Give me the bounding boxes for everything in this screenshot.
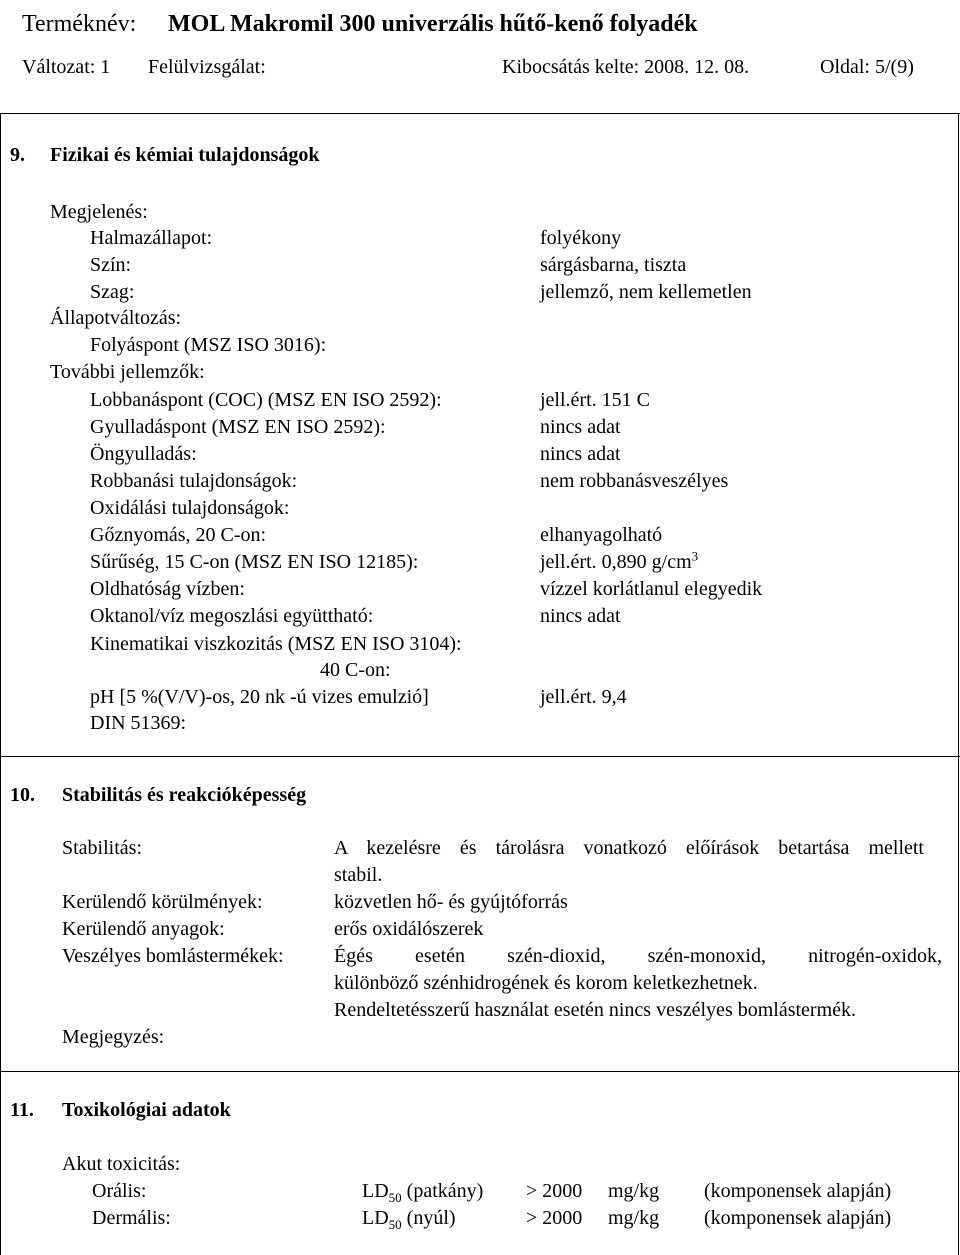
- value-stability-line2: stabil.: [334, 864, 383, 886]
- tox-ld-dermal-sub: 50: [388, 1217, 402, 1232]
- value-state: folyékony: [540, 227, 622, 249]
- tox-note-dermal: (komponensek alapján): [704, 1207, 892, 1229]
- divider-header: [0, 113, 960, 114]
- label-state-change: Állapotváltozás:: [50, 307, 182, 329]
- label-color: Szín:: [90, 254, 132, 276]
- value-ph: jell.ért. 9,4: [540, 686, 627, 708]
- label-odor: Szag:: [90, 281, 135, 303]
- frame-right: [958, 113, 959, 1255]
- tox-unit-dermal: mg/kg: [608, 1207, 660, 1229]
- label-viscosity: Kinematikai viszkozitás (MSZ EN ISO 3104):: [90, 633, 462, 655]
- label-density: Sűrűség, 15 C-on (MSZ EN ISO 12185):: [90, 551, 419, 573]
- page-number: Oldal: 5/(9): [820, 56, 914, 78]
- value-odor: jellemző, nem kellemetlen: [540, 281, 752, 303]
- label-partition-coefficient: Oktanol/víz megoszlási együttható:: [90, 605, 374, 627]
- divider-section-11: [0, 1071, 960, 1072]
- tox-species-dermal: (nyúl): [406, 1207, 456, 1229]
- tox-ld-oral-text: LD: [362, 1180, 389, 1202]
- tox-ld-dermal-text: LD: [362, 1207, 389, 1229]
- value-conditions-to-avoid: közvetlen hő- és gyújtóforrás: [334, 891, 568, 913]
- tox-route-oral: Orális:: [92, 1180, 147, 1202]
- section10-number: 10.: [10, 784, 35, 806]
- value-ignition-point: nincs adat: [540, 416, 621, 438]
- label-other-properties: További jellemzők:: [50, 361, 205, 383]
- label-viscosity-temp: 40 C-on:: [320, 659, 391, 681]
- product-label: Terméknév:: [22, 11, 137, 37]
- label-explosive: Robbanási tulajdonságok:: [90, 470, 298, 492]
- label-autoignition: Öngyulladás:: [90, 443, 197, 465]
- value-density: [540, 550, 698, 574]
- label-solubility: Oldhatóság vízben:: [90, 578, 245, 600]
- density-text: jell.ért. 0,890 g/cm: [540, 551, 692, 573]
- label-ph: pH [5 %(V/V)-os, 20 nk -ú vizes emulzió]: [90, 686, 429, 708]
- label-ignition-point: Gyulladáspont (MSZ EN ISO 2592):: [90, 416, 386, 438]
- tox-unit-oral: mg/kg: [608, 1180, 660, 1202]
- section11-number: 11.: [10, 1099, 34, 1121]
- value-flash-point: jell.ért. 151 C: [540, 389, 650, 411]
- section10-title: Stabilitás és reakcióképesség: [62, 784, 307, 806]
- section9-title: Fizikai és kémiai tulajdonságok: [50, 144, 320, 166]
- label-decomposition: Veszélyes bomlástermékek:: [62, 945, 284, 967]
- value-explosive: nem robbanásveszélyes: [540, 470, 729, 492]
- value-decomposition-line2: különböző szénhidrogének és korom keletkezhetnek.: [334, 972, 758, 994]
- value-autoignition: nincs adat: [540, 443, 621, 465]
- revision: Felülvizsgálat:: [148, 56, 266, 78]
- density-superscript: 3: [691, 548, 699, 564]
- product-name: MOL Makromil 300 univerzális hűtő-kenő folyadék: [168, 11, 698, 37]
- label-materials-to-avoid: Kerülendő anyagok:: [62, 918, 225, 940]
- label-ph-standard: DIN 51369:: [90, 712, 187, 734]
- version: Változat: 1: [22, 56, 111, 78]
- tox-value-dermal: > 2000: [526, 1207, 583, 1229]
- label-state: Halmazállapot:: [90, 227, 213, 249]
- value-solubility: vízzel korlátlanul elegyedik: [540, 578, 763, 600]
- value-stability-line1: A kezelésre és tárolásra vonatkozó előírások betartása mellett: [334, 837, 924, 859]
- section9-number: 9.: [10, 144, 25, 166]
- value-decomposition-line3: Rendeltetésszerű használat esetén nincs veszélyes bomlástermék.: [334, 999, 857, 1021]
- tox-species-oral: (patkány): [406, 1180, 484, 1202]
- frame-left: [0, 113, 1, 1255]
- tox-value-oral: > 2000: [526, 1180, 583, 1202]
- label-note: Megjegyzés:: [62, 1026, 165, 1048]
- divider-section-10: [0, 756, 960, 757]
- value-partition-coefficient: nincs adat: [540, 605, 621, 627]
- label-flash-point: Lobbanáspont (COC) (MSZ EN ISO 2592):: [90, 389, 442, 411]
- value-materials-to-avoid: erős oxidálószerek: [334, 918, 484, 940]
- value-vapor-pressure: elhanyagolható: [540, 524, 663, 546]
- issue-date: Kibocsátás kelte: 2008. 12. 08.: [502, 56, 750, 78]
- tox-ld-dermal: [362, 1206, 456, 1230]
- label-pour-point: Folyáspont (MSZ ISO 3016):: [90, 334, 327, 356]
- label-stability: Stabilitás:: [62, 837, 142, 859]
- label-oxidizing: Oxidálási tulajdonságok:: [90, 497, 290, 519]
- section11-title: Toxikológiai adatok: [62, 1099, 231, 1121]
- label-conditions-to-avoid: Kerülendő körülmények:: [62, 891, 263, 913]
- label-appearance: Megjelenés:: [50, 201, 148, 223]
- value-color: sárgásbarna, tiszta: [540, 254, 687, 276]
- tox-ld-oral: [362, 1179, 483, 1203]
- tox-ld-oral-sub: 50: [388, 1190, 402, 1205]
- value-decomposition-line1: Égés esetén szén-dioxid, szén-monoxid, nitrogén-oxidok,: [334, 945, 942, 967]
- label-acute-toxicity: Akut toxicitás:: [62, 1153, 181, 1175]
- tox-note-oral: (komponensek alapján): [704, 1180, 892, 1202]
- label-vapor-pressure: Gőznyomás, 20 C-on:: [90, 524, 267, 546]
- tox-route-dermal: Dermális:: [92, 1207, 171, 1229]
